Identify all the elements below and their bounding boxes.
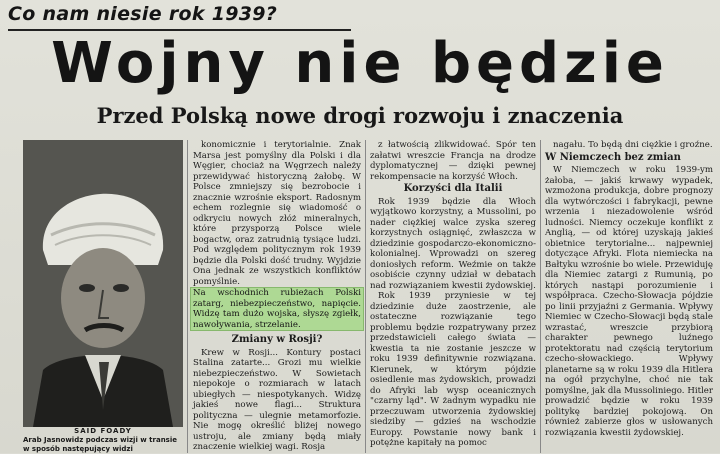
paragraph: Krew w Rosji... Kontury postaci Stalina zatarte... Grozi mu wielkie niebezpieczeństwo. W Sowietach niepokoje o rozmiarach w latach ubiegłych — niespotykanych. Widzę jakieś nowe flagi... Struktura polityczna — ulegnie metamorfozie. Nie mogę określić bliżej nowego ustroju, ale zmiany będą miały znaczenie wielkiej wagi. Rosja [193,347,361,452]
main-headline: Wojny nie będzie [51,31,669,96]
portrait-illustration [23,140,183,427]
article-column-3 [545,140,713,438]
photo-caption: Arab Jasnowidz podczas wizji w transie w sposób następujący widzi [23,436,177,453]
article-column-2 [370,140,536,449]
column-divider [540,140,541,453]
section-heading: W Niemczech bez zmian [545,151,681,163]
article-column-1 [193,140,361,287]
section-heading: Korzyści dla Italii [403,183,503,194]
column-divider [187,140,188,453]
section-heading: Zmiany w Rosji? [231,334,323,345]
kicker-heading: Co nam niesie rok 1939? [8,3,278,25]
highlighted-passage: Na wschodnich rubieżach Polski zatarg, niebezpieczeństwo, napięcie. Widzę tam dużo wojska, słyszę zgiełk, nawoływania, strzelanie. [193,288,361,330]
paragraph: Rok 1939 będzie dla Włoch wyjątkowo korzystny, a Mussolini, po nader ciężkiej walce zyska szereg korzystnych osiągnięć, zwłaszcza w dziedzinie gospodarczo-ekonomiczno-kolonialnej. Wprowadzi on szereg doniosłych reform. Weźmie on także osobiście czynny udział w debatach nad rozwiązaniem kwestii żydowskiej. [370,196,536,291]
paragraph: Rok 1939 przyniesie w tej dziedzinie duże zaostrzenie, ale ostateczne rozwiązanie tego problemu będzie rozpatrywany przez przedstawicieli całego świata — kwestia ta nie zostanie jeszcze w roku 1939 definitywnie rozwiązana. Kierunek, w którym pójdzie osiedlenie mas żydowskich, prowadzi do Afryki lab wysp oceanicznych "czarny ląd". W żadnym wypadku nie przeczuwam utworzenia żydowskiej siedziby — gdzieś na wschodzie Europy. Powstanie nowy bank i potężne kapitały na pomoc [370,291,536,448]
subheadline: Przed Polską nowe drogi rozwoju i znaczenia [96,103,624,128]
russia-section [193,333,361,453]
paragraph: W Niemczech w roku 1939-ym żałoba, — jakiś krwawy wypadek, wzmożona produkcja, dobre prognozy dla wytwórczości i fabrykacji, pewne wrzenia i niezadowolenie wśród ludności. Niemcy oczekuje konflikt z Anglią, — od której uzyskają jakieś obietnice terytorialne... najpewniej dotyczące Afryki. Flota niemiecka na Bałtyku wzrośnie bo wiele. Przewiduję dla Niemiec zatargi z Rumunią, po których nastąpi porozumienie i współpraca. Czecho-Słowacja pójdzie po linii przyjaźni z Germania. Wpływy Niemiec w Czecho-Słowacji będą stale wzrastać, wreszcie przybiorą charakter pewnego luźnego protektoratu nad częścią terytorium czecho-słowackiego. Wpływy planetarne są w roku 1939 dla Hitlera na ogół przychylne, choć nie tak pomyślne, jak dla Mussoliniego. Hitler prowadzić będzie w roku 1939 politykę bardziej pokojową. On również zabierze głos w usłowanych rozwiązania kwestii żydowskiej. [545,165,713,438]
paragraph: nagału. To będą dni ciężkie i groźne. [553,140,713,150]
photo-caption-name: SAID FOADY [74,427,132,435]
paragraph: z łatwością zlikwidować. Spór ten załatwi wreszcie Francja na drodze dyplomatycznej — dzięki pewnej rekompensacie na korzyść Włoch. [370,140,536,182]
portrait-photo [23,140,183,427]
column-divider [365,140,366,453]
paragraph: konomicznie i terytorialnie. Znak Marsa jest pomyślny dla Polski i dla Węgier, chociaż na Węgrzech należy przewidywać historyczną żałobę. W Polsce zmniejszy się bezrobocie i znacznie wzrośnie eksport. Radosnym echem rozlegnie się wiadomość o odkryciu nowych złóż mineralnych, które przysporzą Polsce wiele bogactw, oraz zatrudnią tysiące ludzi. Pod względem politycznym rok 1939 będzie dla Polski dość trudny. Wyjdzie Ona jednak ze wszystkich konfliktów pomyślnie. [193,140,361,287]
